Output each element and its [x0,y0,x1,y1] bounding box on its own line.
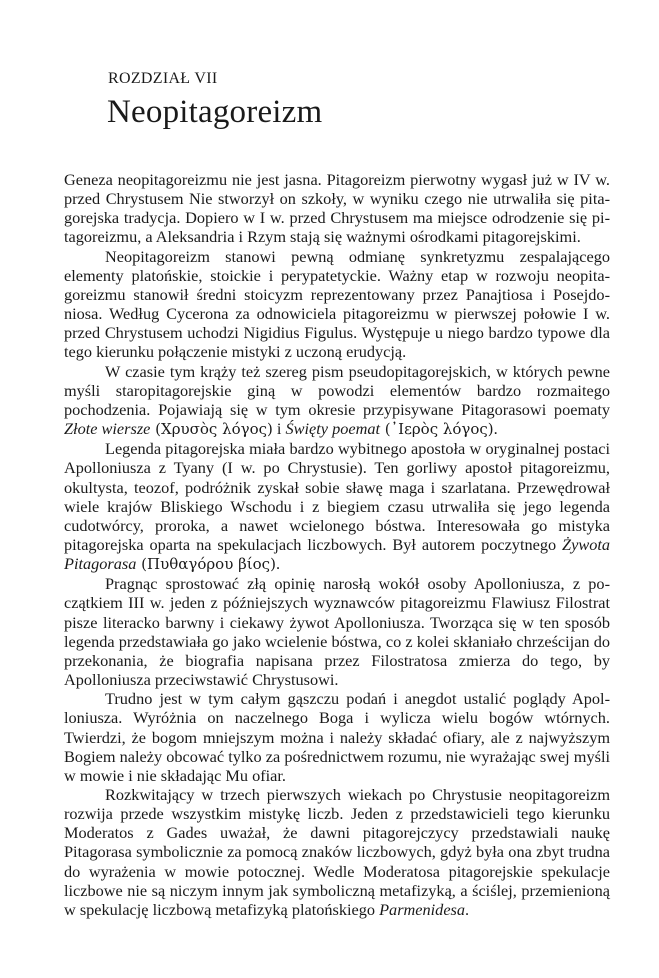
title-zywot-pitagorasa: Żywota Pitagorasa [64,534,610,574]
title-parmenides: Parmenidesa [379,899,466,919]
paragraph-7 [64,785,610,919]
paragraph-7-end: . [465,899,470,919]
title-swiety-poemat: Święty poemat [285,419,381,439]
paragraph-7-text: Rozkwitający w trzech pierwszych wiekach po Chrystusie neopitagoreizm rozwija przede wszystkim mistykę liczb. Jeden z przedstawicieli tego kierunku Moderatos z Gades uważał, że dawni pitagorejczycy przedstawiali naukę Pitagorasa symbolicznie za pomocą znaków liczbowych, gdyż była ona zbyt trudna do wyrażenia w mowie potocznej. Wedle Moderatosa pitagorejskie spekulacje liczbowe nie są niczym innym jak symboliczną metafizyką, a ściślej, przemienioną w spekulację liczbową metafizyką platońskiego [64,785,610,919]
greek-hieros-logos: (᾿Ιερὸς λόγος) [380,420,494,439]
body-text [64,170,610,919]
paragraph-4-text: Legenda pitagorejska miała bardzo wybitnego apostoła w oryginalnej postaci Apolloniusza z Tyany (I w. po Chrystusie). Ten gorliwy apostoł pitagoreizmu, okultysta, teozof, podróżnik zyskał sobie sławę maga i szarlatana. Przewędrował wiele krajów Bliskiego Wschodu i z biegiem czasu utrwaliła się jego legenda cudotwórcy, proroka, a nawet wcielonego bóstwa. Interesowała go mistyka pitagorejska oparta na spekulacjach liczbowych. Był autorem poczytnego [64,439,610,554]
paragraph-3 [64,362,610,440]
paragraph-5: Pragnąc sprostować złą opinię narosłą wokół osoby Apolloniusza, z początkiem III w. jeden z późniejszych wyznawców pitagoreizmu Flawiusz Filostrat pisze literacko barwny i ciekawy żywot Apolloniusza. Tworząca się w ten sposób legenda przedstawiała go jako wcielenie bóstwa, co z kolei skłaniało chrześcijan do przekonania, że biografia napisana przez Filostratosa zmierza do tego, by Apolloniusza przeciwstawić Chrystusowi. [64,574,610,690]
greek-chrysos-logos: (Χρυσὸς λόγος) [150,420,273,439]
paragraph-4 [64,439,610,574]
paragraph-1: Geneza neopitagoreizmu nie jest jasna. Pitagoreizm pierwotny wygasł już w IV w. przed Chrystusem Nie stworzył on szkoły, w wyniku czego nie utrwaliła się pitagorejska tradycja. Dopiero w I w. przed Chrystusem ma miejsce odrodzenie się pitagoreizmu, a Aleksandria i Rzym stają się ważnymi ośrodkami pitagorejskimi. [64,170,610,247]
greek-pythagorou-bios: (Πυθαγόρου βίος) [136,555,276,574]
paragraph-4-end: . [275,554,281,574]
paragraph-3-text: W czasie tym krąży też szereg pism pseudopitagorejskich, w których pewne myśli staropitagorejskie giną w powodzi elementów bardzo rozmaitego pochodzenia. Pojawiają się w tym okresie przypisywane Pitagorasowi poematy [64,361,610,419]
paragraph-3-end: . [493,419,498,439]
paragraph-2: Neopitagoreizm stanowi pewną odmianę synkretyzmu zespalającego elementy platońskie, stoickie i perypatetyckie. Ważny etap w rozwoju neopitagoreizmu stanowił średni stoicyzm reprezentowany przez Panajtiosa i Posejdoniosa. Według Cycerona za odnowiciela pitagoreizmu w pierwszej połowie I w. przed Chrystusem uchodzi Nigidius Figulus. Występuje u niego bardzo typowe dla tego kierunku połączenie mistyki z uczoną erudycją. [64,246,610,362]
chapter-title: Neopitagoreizm [107,94,323,130]
chapter-label: ROZDZIAŁ VII [108,70,218,87]
title-zlote-wiersze: Złote wiersze [64,419,151,439]
paragraph-6: Trudno jest w tym całym gąszczu podań i anegdot ustalić poglądy Apolloniusza. Wyróżnia on naczelnego Boga i wylicza wielu bogów wtórnych. Twierdzi, że bogom mniejszym można i należy składać ofiary, ale z najwyższym Bogiem należy obcować tylko za pośrednictwem rozumu, nie wyrażając swej myśli w mowie i nie składając Mu ofiar. [64,689,610,785]
conjunction: i [272,419,286,439]
